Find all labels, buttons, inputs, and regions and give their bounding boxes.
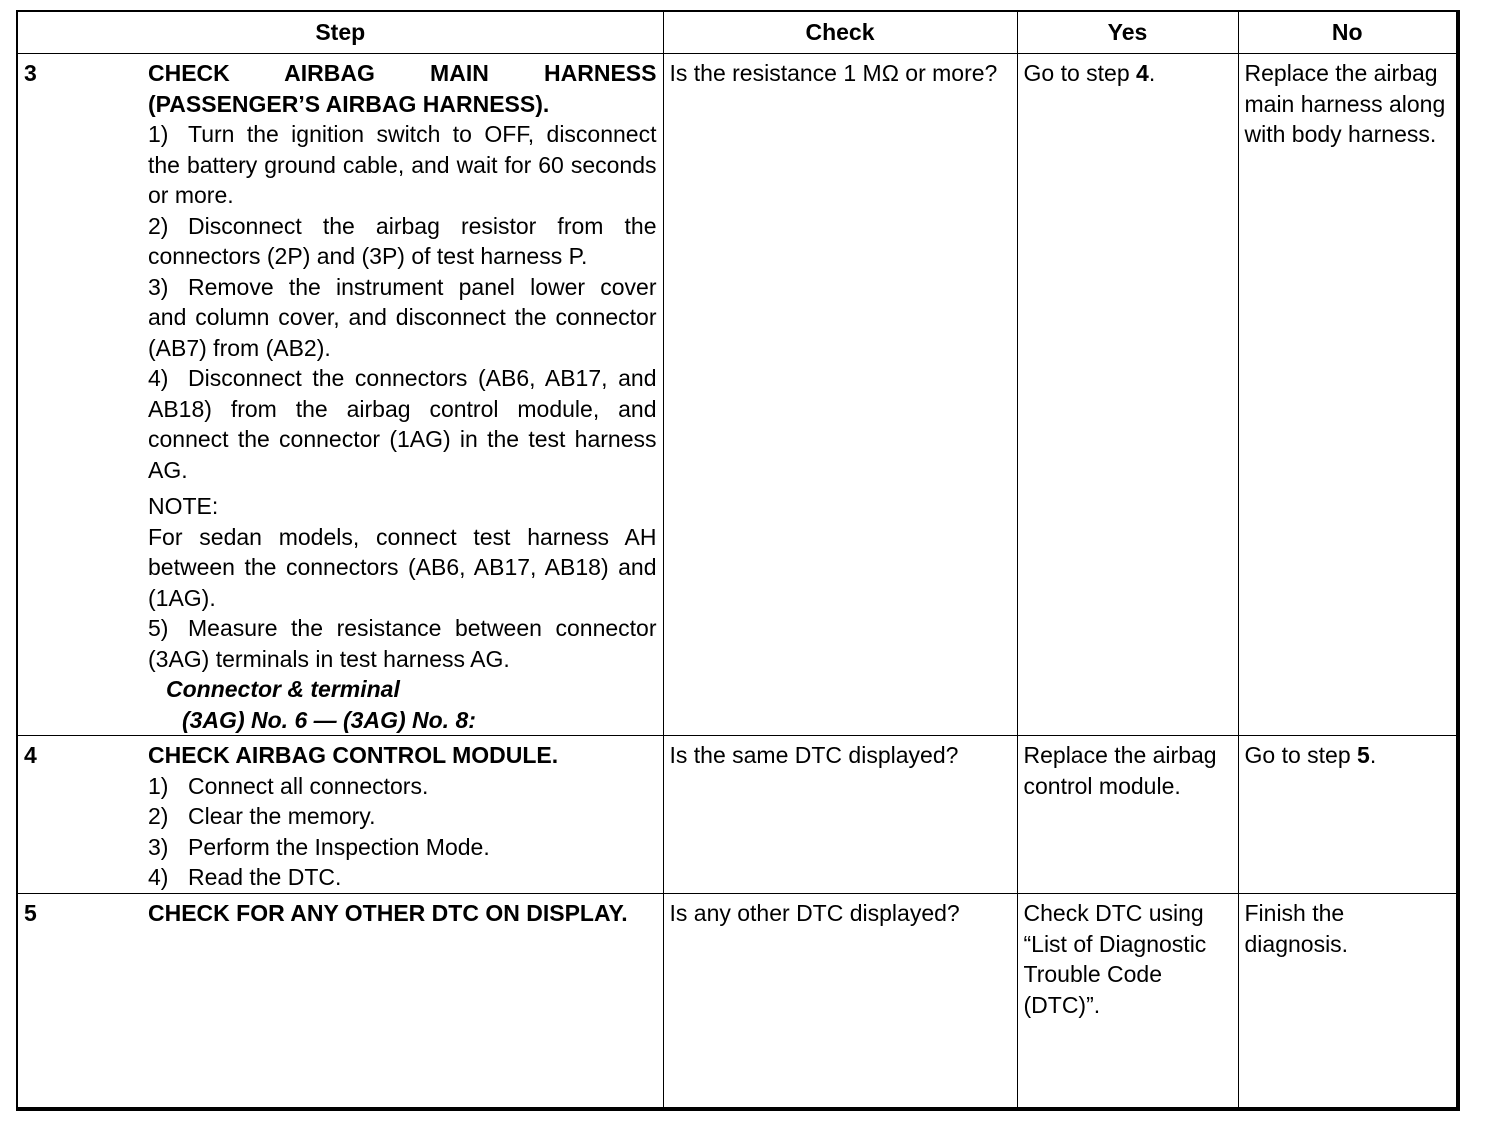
step-title: CHECK FOR ANY OTHER DTC ON DISPLAY. <box>148 900 628 926</box>
step-instruction: 1) Turn the ignition switch to OFF, disconnect the battery ground cable, and wait for 60 seconds or more. <box>148 121 657 208</box>
yes-cell: Check DTC using “List of Diagnostic Trouble Code (DTC)”. <box>1017 894 1238 1108</box>
check-cell: Is the resistance 1 MΩ or more? <box>663 54 1017 736</box>
connector-terminal-heading: Connector & terminal <box>166 676 400 702</box>
no-cell: Replace the airbag main harness along with body harness. <box>1238 54 1456 736</box>
step-instruction: 2) Clear the memory. <box>148 803 376 829</box>
step-title: CHECK AIRBAG MAIN HARNESS (PASSENGER’S AIRBAG HARNESS). <box>148 60 657 117</box>
table-row <box>18 894 1456 1108</box>
step-instruction: 5) Measure the resistance between connector (3AG) terminals in test harness AG. <box>148 615 657 672</box>
table-row <box>18 736 1456 894</box>
step-instruction: 3) Remove the instrument panel lower cover and column cover, and disconnect the connector (AB7) from (AB2). <box>148 273 657 361</box>
step-instruction: 4) Read the DTC. <box>148 864 342 890</box>
connector-terminal-spec: (3AG) No. 6 — (3AG) No. 8: <box>182 706 476 733</box>
header-step: Step <box>18 12 663 54</box>
header-yes: Yes <box>1017 12 1238 54</box>
no-cell: Go to step 5. <box>1238 736 1456 894</box>
step-cell <box>18 894 663 1108</box>
header-row <box>18 12 1456 54</box>
step-title: CHECK AIRBAG CONTROL MODULE. <box>148 742 559 768</box>
step-reference: 5 <box>1357 742 1370 768</box>
step-instruction: 2) Disconnect the airbag resistor from the connectors (2P) and (3P) of test harness P. <box>148 212 657 269</box>
diagnostic-table-frame <box>16 10 1460 1111</box>
check-cell: Is any other DTC displayed? <box>663 894 1017 1108</box>
yes-cell: Replace the airbag control module. <box>1017 736 1238 894</box>
note-text: For sedan models, connect test harness AH between the connectors (AB6, AB17, AB18) and (1AG). <box>148 523 657 611</box>
step-cell <box>18 54 663 736</box>
yes-cell: Go to step 4. <box>1017 54 1238 736</box>
step-instruction: 3) Perform the Inspection Mode. <box>148 833 490 860</box>
header-no: No <box>1238 12 1456 54</box>
step-number: 3 <box>24 60 37 86</box>
diagnostic-table <box>18 12 1456 1107</box>
step-instruction: 1) Connect all connectors. <box>148 772 429 799</box>
note-label: NOTE: <box>148 493 219 519</box>
step-cell <box>18 736 663 894</box>
table-row <box>18 54 1456 736</box>
step-number: 5 <box>24 900 37 926</box>
no-cell: Finish the diagnosis. <box>1238 894 1456 1108</box>
check-cell: Is the same DTC displayed? <box>663 736 1017 894</box>
header-check: Check <box>663 12 1017 54</box>
step-number: 4 <box>24 742 37 768</box>
step-instruction: 4) Disconnect the connectors (AB6, AB17, and AB18) from the airbag control module, and connect the connector (1AG) in the test harness AG. <box>148 365 657 483</box>
step-reference: 4 <box>1136 60 1149 86</box>
